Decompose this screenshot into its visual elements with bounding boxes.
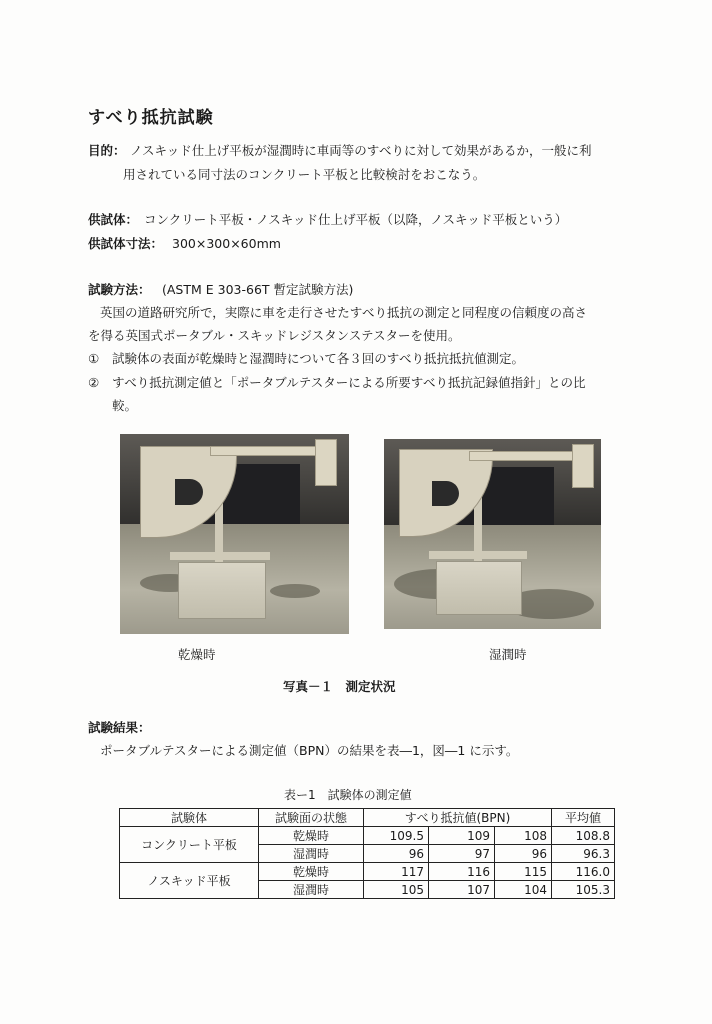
surface-state: 湿潤時 bbox=[259, 881, 364, 899]
specimen-text: コンクリート平板・ノスキッド仕上げ平板（以降，ノスキッド平板という） bbox=[144, 212, 568, 227]
measurement-2: 109 bbox=[429, 827, 495, 845]
average-value: 108.8 bbox=[552, 827, 615, 845]
surface-state: 湿潤時 bbox=[259, 845, 364, 863]
table-row bbox=[120, 827, 615, 845]
specimen-label: 供試体： bbox=[88, 212, 139, 227]
table-header-row bbox=[120, 809, 615, 827]
average-value: 96.3 bbox=[552, 845, 615, 863]
measurement-2: 107 bbox=[429, 881, 495, 899]
header-specimen: 試験体 bbox=[120, 809, 259, 827]
table-row bbox=[120, 863, 615, 881]
measurement-2: 97 bbox=[429, 845, 495, 863]
average-value: 105.3 bbox=[552, 881, 615, 899]
surface-state: 乾燥時 bbox=[259, 863, 364, 881]
measurement-3: 115 bbox=[495, 863, 552, 881]
table-title: 表ー1 試験体の測定値 bbox=[284, 788, 412, 802]
results-text: ポータブルテスターによる測定値（BPN）の結果を表―1，図―1 に示す。 bbox=[100, 743, 519, 758]
photo-wet-test bbox=[384, 439, 601, 629]
method-intro-1: 英国の道路研究所で，実際に車を走行させたすべり抵抗の測定と同程度の信頼度の高さ bbox=[100, 305, 588, 320]
purpose-line-2: 用されている同寸法のコンクリート平板と比較検討をおこなう。 bbox=[123, 167, 486, 182]
results-label: 試験結果： bbox=[88, 720, 151, 735]
measurement-1: 117 bbox=[364, 863, 429, 881]
specimen-name-noskid: ノスキッド平板 bbox=[120, 863, 259, 899]
method-standard: (ASTM E 303-66T 暫定試験方法) bbox=[162, 282, 354, 297]
measurement-3: 104 bbox=[495, 881, 552, 899]
measurement-2: 116 bbox=[429, 863, 495, 881]
method-item-1: 試験体の表面が乾燥時と湿潤時について各３回のすべり抵抗抵抗値測定。 bbox=[112, 351, 525, 366]
method-item-1-number: ① bbox=[88, 351, 100, 366]
photo-dry-caption: 乾燥時 bbox=[178, 647, 216, 662]
header-slip-resistance: すべり抵抗値(BPN) bbox=[364, 809, 552, 827]
method-item-2-line-2: 較。 bbox=[112, 398, 138, 413]
photo-caption: 写真－１ 測定状況 bbox=[283, 679, 396, 694]
photo-wet-caption: 湿潤時 bbox=[489, 647, 527, 662]
measurement-1: 105 bbox=[364, 881, 429, 899]
specimen-dim-text: 300×300×60mm bbox=[172, 236, 281, 251]
purpose-label: 目的： bbox=[88, 143, 126, 158]
page-title: すべり抵抗試験 bbox=[88, 108, 214, 128]
method-intro-2: を得る英国式ポータブル・スキッドレジスタンステスターを使用。 bbox=[88, 328, 461, 343]
photo-dry-test bbox=[120, 434, 349, 634]
results-table bbox=[119, 808, 615, 899]
measurement-1: 96 bbox=[364, 845, 429, 863]
average-value: 116.0 bbox=[552, 863, 615, 881]
method-item-2-number: ② bbox=[88, 375, 100, 390]
surface-state: 乾燥時 bbox=[259, 827, 364, 845]
measurement-3: 108 bbox=[495, 827, 552, 845]
specimen-dim-label: 供試体寸法： bbox=[88, 236, 164, 251]
header-surface-state: 試験面の状態 bbox=[259, 809, 364, 827]
method-label: 試験方法： bbox=[88, 282, 151, 297]
specimen-name-concrete: コンクリート平板 bbox=[120, 827, 259, 863]
purpose-line-1: ノスキッド仕上げ平板が湿潤時に車両等のすべりに対して効果があるか，一般に利 bbox=[130, 143, 592, 158]
measurement-3: 96 bbox=[495, 845, 552, 863]
header-average: 平均値 bbox=[552, 809, 615, 827]
method-item-2-line-1: すべり抵抗測定値と「ポータブルテスターによる所要すべり抵抗記録値指針」との比 bbox=[112, 375, 586, 390]
measurement-1: 109.5 bbox=[364, 827, 429, 845]
